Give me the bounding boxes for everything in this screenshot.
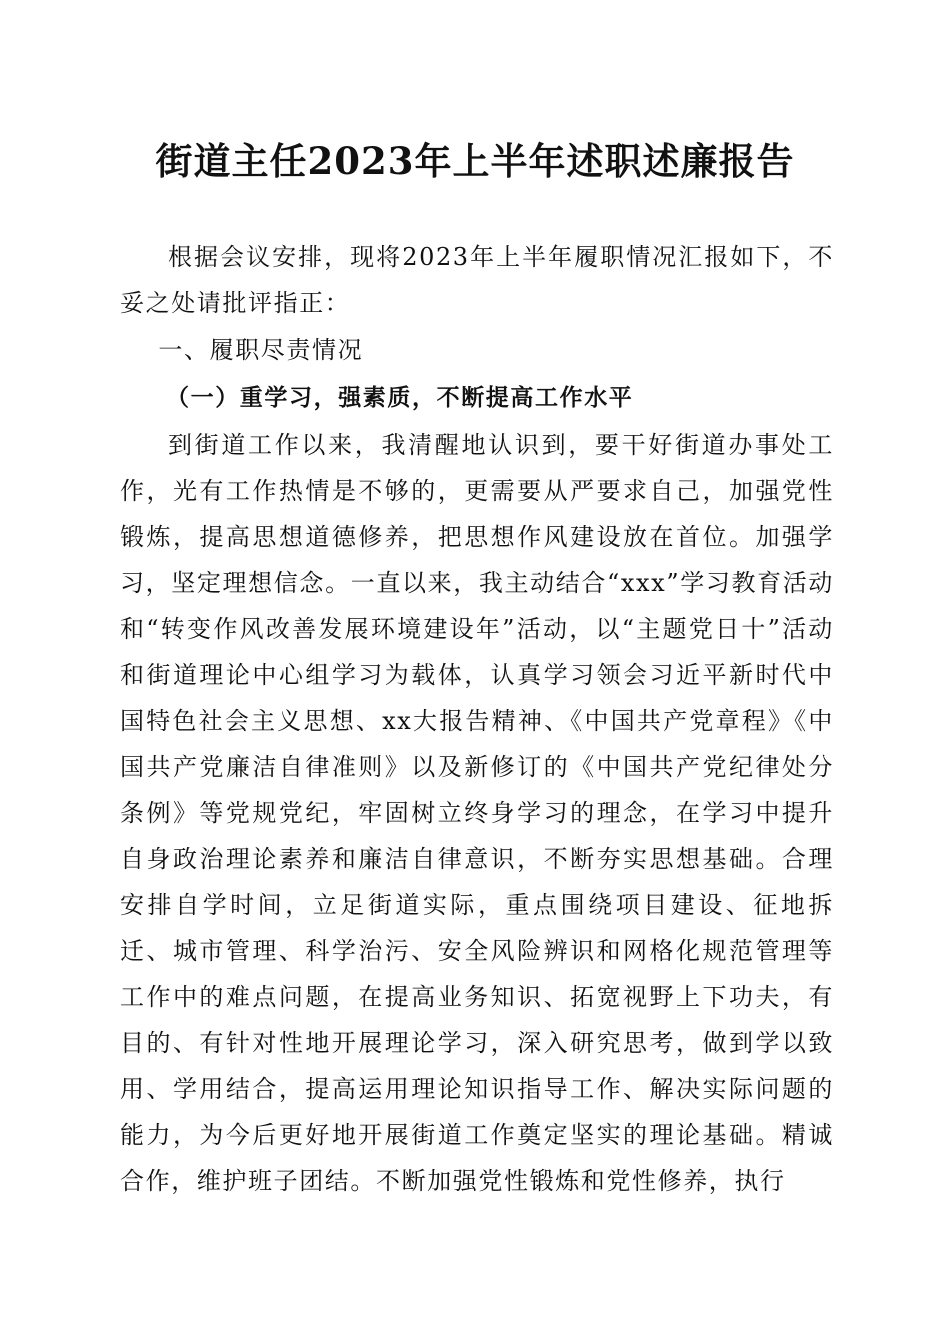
section-heading: 一、履职尽责情况 [158, 336, 364, 364]
subsection-heading: （一）重学习，强素质，不断提高工作水平 [166, 385, 634, 411]
body-paragraph: 到街道工作以来，我清醒地认识到，要干好街道办事处工作，光有工作热情是不够的，更需要从严要求自己，加强党性锻炼，提高思想道德修养，把思想作风建设放在首位。加强学习，坚定理想信念。一直以来，我主动结合“xxx”学习教育活动和“转变作风改善发展环境建设年”活动，以“主题党日十”活动和街道理论中心组学习为载体，认真学习领会习近平新时代中国特色社会主义思想、xx大报告精神、《中国共产党章程》《中国共产党廉洁自律准则》以及新修订的《中国共产党纪律处分条例》等党规党纪，牢固树立终身学习的理念，在学习中提升自身政治理论素养和廉洁自律意识，不断夯实思想基础。合理安排自学时间，立足街道实际，重点围绕项目建设、征地拆迁、城市管理、科学治污、安全风险辨识和网格化规范管理等工作中的难点问题，在提高业务知识、拓宽视野上下功夫，有目的、有针对性地开展理论学习，深入研究思考，做到学以致用、学用结合，提高运用理论知识指导工作、解决实际问题的能力，为今后更好地开展街道工作奠定坚实的理论基础。精诚合作，维护班子团结。不断加强党性锻炼和党性修养，执行 [120, 431, 834, 1195]
document-body [120, 234, 834, 1204]
document-title: 街道主任2023年上半年述职述廉报告 [155, 139, 795, 183]
intro-paragraph: 根据会议安排，现将2023年上半年履职情况汇报如下，不妥之处请批评指正： [120, 243, 834, 317]
